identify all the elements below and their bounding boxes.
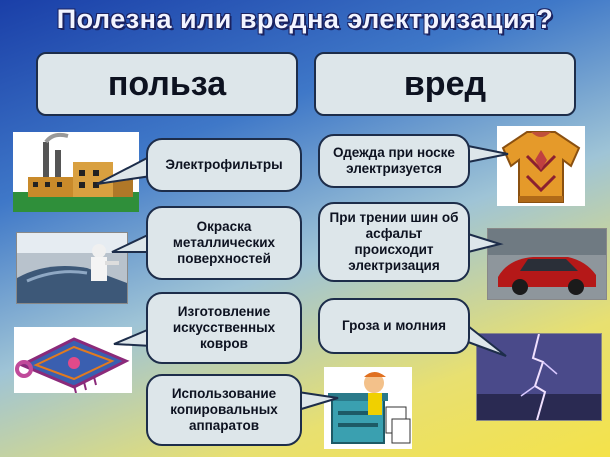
- harm-lightning: Гроза и молния: [318, 298, 470, 354]
- bubble-tail: [466, 228, 502, 258]
- bubble-tail: [296, 388, 340, 418]
- harm-header: вред: [314, 52, 576, 116]
- bubble-tail: [466, 140, 510, 170]
- bubble-tail: [466, 322, 510, 362]
- benefit-painting: Окраска металлических поверхностей: [146, 206, 302, 280]
- benefit-header: польза: [36, 52, 298, 116]
- benefit-carpets: Изготовление искусственных ковров: [146, 292, 302, 364]
- benefit-copiers: Использование копировальных аппаратов: [146, 374, 302, 446]
- sweater-icon: [497, 126, 585, 206]
- benefit-electrofilters: Электрофильтры: [146, 138, 302, 192]
- harm-clothes: Одежда при носке электризуется: [318, 134, 470, 188]
- harm-tires: При трении шин об асфальт происходит электризация: [318, 202, 470, 282]
- red-car-photo: [487, 228, 607, 300]
- slide-title: Полезна или вредна электризация?: [56, 4, 554, 34]
